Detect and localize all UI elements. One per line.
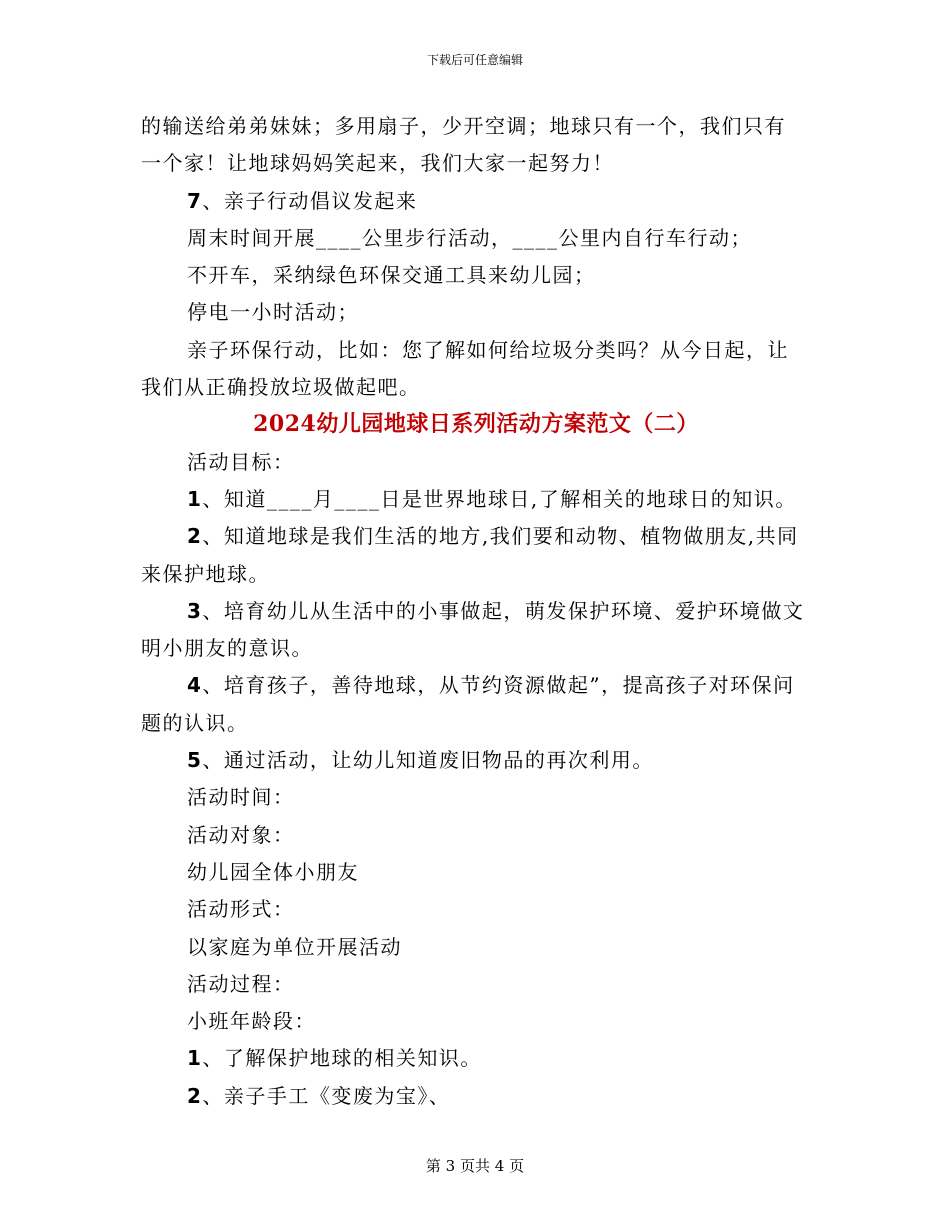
- paragraph-line: 以家庭为单位开展活动: [187, 934, 402, 959]
- section-label: 小班年龄段：: [187, 1009, 316, 1034]
- paragraph-line: 一个家！让地球妈妈笑起来，我们大家一起努力！: [141, 151, 614, 176]
- page-footer: 第 3 页共 4 页: [425, 1157, 525, 1175]
- paragraph-line: 停电一小时活动；: [187, 300, 359, 325]
- section-label: 活动形式：: [187, 897, 295, 922]
- paragraph-line: 明小朋友的意识。: [141, 636, 313, 661]
- list-text: 、了解保护地球的相关知识。: [202, 1046, 482, 1071]
- paragraph-line: 来保护地球。: [141, 561, 270, 586]
- list-item-4: [141, 667, 811, 704]
- list-text: 、培育孩子，善待地球，从节约资源做起”，提高孩子对环保问: [202, 673, 795, 698]
- list-item-7: [141, 183, 811, 220]
- list-number: 1: [187, 1046, 203, 1071]
- list-item-5: [141, 742, 811, 779]
- list-number: 2: [187, 524, 203, 549]
- list-number: 1: [187, 486, 203, 511]
- list-text: 、亲子手工《变废为宝》、: [202, 1083, 451, 1108]
- list-text: 、知道地球是我们生活的地方,我们要和动物、植物做朋友,共同: [202, 524, 799, 549]
- paragraph-line: 的输送给弟弟妹妹；多用扇子，少开空调；地球只有一个，我们只有: [141, 114, 786, 138]
- document-body: [141, 108, 811, 1115]
- list-item-1: [141, 1040, 811, 1077]
- section-label: 活动目标：: [187, 449, 295, 474]
- page-header: 下载后可任意编辑: [426, 53, 523, 67]
- section-title: 2024幼儿园地球日系列活动方案范文（二）: [253, 411, 699, 438]
- list-number: 4: [187, 673, 203, 698]
- paragraph-line: 我们从正确投放垃圾做起吧。: [141, 375, 421, 400]
- paragraph-line: 幼儿园全体小朋友: [187, 859, 359, 884]
- list-item-3: [141, 593, 811, 630]
- section-label: 活动过程：: [187, 971, 295, 996]
- list-text: 、培育幼儿从生活中的小事做起，萌发保护环境、爱护环境做文: [202, 598, 805, 623]
- paragraph-line: 不开车，采纳绿色环保交通工具来幼儿园；: [187, 263, 596, 288]
- list-number: 2: [187, 1083, 203, 1108]
- list-number: 3: [187, 598, 203, 623]
- paragraph-line: 亲子环保行动，比如：您了解如何给垃圾分类吗？从今日起，让: [187, 337, 789, 362]
- list-text: 、亲子行动倡议发起来: [202, 188, 418, 213]
- list-text: 、知道____月____日是世界地球日,了解相关的地球日的知识。: [202, 486, 797, 511]
- section-label: 活动对象：: [187, 822, 295, 847]
- list-number: 7: [187, 188, 203, 213]
- list-item-2: [141, 518, 811, 555]
- section-label: 活动时间：: [187, 785, 295, 810]
- list-item-2: [141, 1078, 811, 1115]
- list-text: 、通过活动，让幼儿知道废旧物品的再次利用。: [202, 748, 654, 773]
- paragraph-line: 周末时间开展____公里步行活动，____公里内自行车行动；: [187, 225, 752, 250]
- list-number: 5: [187, 748, 203, 773]
- paragraph-line: 题的认识。: [141, 710, 249, 735]
- list-item-1: [141, 481, 811, 518]
